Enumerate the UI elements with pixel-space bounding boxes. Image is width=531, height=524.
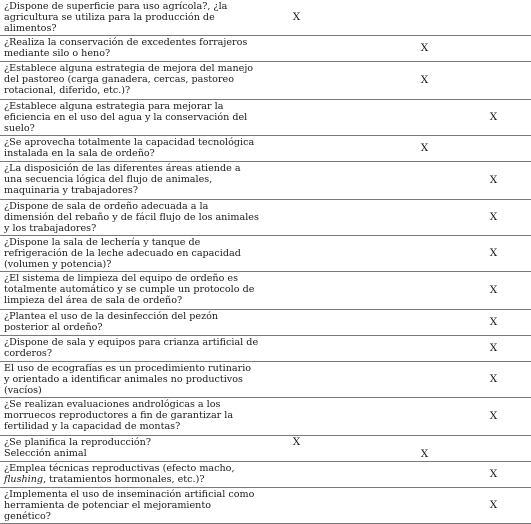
question-cell <box>0 236 261 272</box>
table-row <box>0 310 531 336</box>
mark-c: X <box>489 111 498 123</box>
mark-c: X <box>489 284 498 296</box>
mark-cell-c <box>453 162 531 200</box>
table-row <box>0 362 531 398</box>
table-row <box>0 272 531 310</box>
question-cell <box>0 488 261 524</box>
mark-cell-a <box>261 200 346 236</box>
question-cell <box>0 62 261 100</box>
mark-cell-a <box>261 0 346 36</box>
mark-cell-a <box>261 62 346 100</box>
table-row <box>0 62 531 100</box>
mark-cell-c <box>453 236 531 272</box>
mark-cell-b <box>346 398 453 436</box>
question-text-emphasis: flushing <box>4 474 44 485</box>
mark-cell-b <box>346 488 453 524</box>
mark-c: X <box>489 174 498 186</box>
mark-c: X <box>489 410 498 422</box>
table-row <box>0 136 531 162</box>
question-cell <box>0 162 261 200</box>
question-cell <box>0 436 261 462</box>
mark-b: X <box>420 42 429 54</box>
table-row <box>0 236 531 272</box>
question-text: ¿Dispone de sala de ordeño adecuada a la dimensión del rebaño y de fácil flujo de los animales y los trabajadores? <box>4 201 259 234</box>
mark-cell-c <box>453 336 531 362</box>
mark-cell-a <box>261 272 346 310</box>
table-row <box>0 0 531 36</box>
question-cell <box>0 310 261 336</box>
question-text: ¿Se planifica la reproducción? <box>4 437 151 448</box>
question-text: ¿La disposición de las diferentes áreas atiende a una secuencia lógica del flujo de animales, maquinaria y trabajadores? <box>4 163 241 196</box>
question-text: ¿Se aprovecha totalmente la capacidad tecnológica instalada en la sala de ordeño? <box>4 137 255 159</box>
question-cell <box>0 398 261 436</box>
mark-b: X <box>420 448 429 460</box>
mark-cell-b <box>346 236 453 272</box>
mark-cell-b <box>346 272 453 310</box>
question-text: ¿Establece alguna estrategia de mejora del manejo del pastoreo (carga ganadera, cercas, pastoreo rotacional, diferido, etc.)? <box>4 63 254 96</box>
mark-cell-b <box>346 62 453 100</box>
mark-cell-b <box>346 0 453 36</box>
question-text: El uso de ecografías es un procedimiento rutinario y orientado a identificar animales no productivos (vacíos) <box>4 363 252 396</box>
question-text: ¿Dispone de sala y equipos para crianza artificial de corderos? <box>4 337 259 359</box>
mark-b: X <box>420 74 429 86</box>
table-row <box>0 398 531 436</box>
mark-a: X <box>292 436 301 448</box>
mark-cell-a <box>261 162 346 200</box>
mark-c: X <box>489 316 498 328</box>
mark-cell-c <box>453 310 531 336</box>
mark-cell-b <box>346 162 453 200</box>
question-text: ¿Se realizan evaluaciones andrológicas a los morruecos reproductores a fin de garantizar la fertilidad y la capacidad de montas? <box>4 399 234 432</box>
mark-cell-b <box>346 100 453 136</box>
mark-cell-a <box>261 362 346 398</box>
mark-cell-c <box>453 100 531 136</box>
mark-cell-a <box>261 398 346 436</box>
mark-cell-a <box>261 236 346 272</box>
table-row <box>0 100 531 136</box>
mark-cell-b <box>346 362 453 398</box>
mark-c: X <box>489 373 498 385</box>
question-cell <box>0 36 261 62</box>
mark-cell-b <box>346 310 453 336</box>
mark-c: X <box>489 499 498 511</box>
mark-cell-a <box>261 436 346 462</box>
table-row <box>0 436 531 462</box>
mark-cell-c <box>453 272 531 310</box>
mark-cell-a <box>261 136 346 162</box>
question-cell <box>0 336 261 362</box>
mark-cell-b <box>346 336 453 362</box>
mark-cell-c <box>453 36 531 62</box>
question-text: ¿Dispone la sala de lechería y tanque de refrigeración de la leche adecuado en capacidad (volumen y potencia)? <box>4 237 241 270</box>
question-subtext: Selección animal <box>4 448 87 459</box>
mark-cell-b <box>346 136 453 162</box>
question-text-post: , tratamientos hormonales, etc.)? <box>43 474 205 485</box>
mark-cell-a <box>261 310 346 336</box>
question-cell <box>0 100 261 136</box>
question-text: ¿Realiza la conservación de excedentes forrajeros mediante silo o heno? <box>4 37 248 59</box>
mark-cell-b <box>346 200 453 236</box>
question-cell <box>0 272 261 310</box>
mark-cell-c <box>453 398 531 436</box>
question-text-pre: ¿Emplea técnicas reproductivas (efecto macho, <box>4 463 235 474</box>
question-cell <box>0 200 261 236</box>
table-row <box>0 200 531 236</box>
mark-cell-c <box>453 136 531 162</box>
table-row <box>0 162 531 200</box>
mark-cell-c <box>453 0 531 36</box>
mark-cell-c <box>453 436 531 462</box>
mark-cell-a <box>261 100 346 136</box>
question-text: ¿El sistema de limpieza del equipo de ordeño es totalmente automático y se cumple un protocolo de limpieza del área de sala de ordeño? <box>4 273 255 306</box>
mark-a: X <box>292 11 301 23</box>
mark-cell-a <box>261 36 346 62</box>
question-text: ¿Plantea el uso de la desinfección del pezón posterior al ordeño? <box>4 311 219 333</box>
mark-cell-b <box>346 436 453 462</box>
mark-cell-c <box>453 362 531 398</box>
mark-cell-c <box>453 62 531 100</box>
mark-cell-a <box>261 488 346 524</box>
question-text: ¿Establece alguna estrategia para mejorar la eficiencia en el uso del agua y la conservación del suelo? <box>4 101 248 134</box>
table-row <box>0 488 531 524</box>
mark-b: X <box>420 142 429 154</box>
mark-cell-a <box>261 336 346 362</box>
mark-cell-c <box>453 488 531 524</box>
mark-cell-b <box>346 36 453 62</box>
table-row <box>0 36 531 62</box>
mark-c: X <box>489 211 498 223</box>
question-text: ¿Implementa el uso de inseminación artificial como herramienta de potenciar el mejoramiento genético? <box>4 489 255 522</box>
mark-c: X <box>489 468 498 480</box>
question-text: ¿Dispone de superficie para uso agrícola?, ¿la agricultura se utiliza para la producción de alimentos? <box>4 1 228 34</box>
mark-cell-c <box>453 200 531 236</box>
table-row <box>0 336 531 362</box>
question-cell <box>0 136 261 162</box>
question-cell <box>0 0 261 36</box>
mark-c: X <box>489 247 498 259</box>
question-cell <box>0 362 261 398</box>
mark-c: X <box>489 342 498 354</box>
